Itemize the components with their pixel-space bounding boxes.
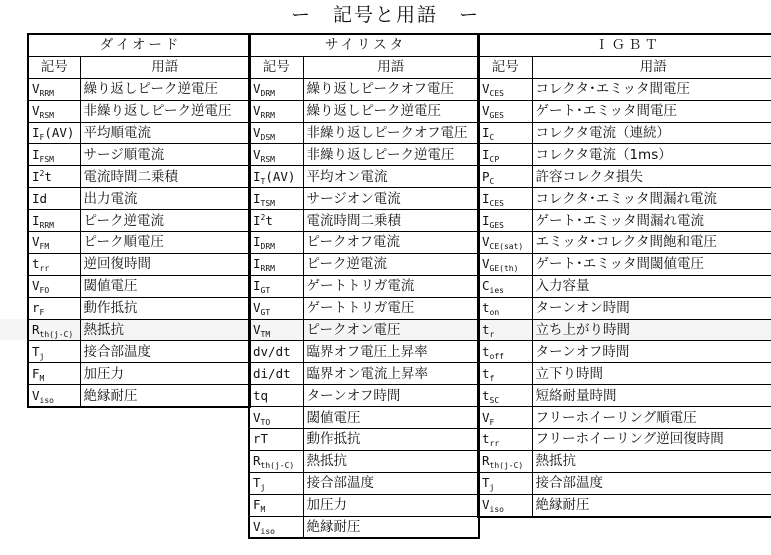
symbol-cell (478, 297, 532, 319)
symbol-base: I (32, 125, 40, 140)
table-row (28, 297, 250, 319)
symbol-subscript: r (489, 330, 495, 340)
table-row (28, 122, 250, 144)
table-row (249, 516, 479, 538)
table-row (249, 78, 479, 100)
symbol-base: V (253, 300, 261, 316)
table-row (249, 494, 479, 516)
table-row (478, 100, 771, 122)
symbol-column-header: 記号 (478, 56, 532, 78)
symbol-subscript: FSM (39, 154, 54, 164)
symbol-base: V (32, 387, 40, 403)
symbol-subscript: T (260, 176, 266, 186)
symbol-cell (249, 166, 303, 188)
symbol-subscript: GT (260, 308, 271, 318)
symbol-column-header: 記号 (249, 56, 303, 78)
symbol-base: T (32, 343, 40, 359)
symbol-base: R (253, 453, 261, 469)
table-row (478, 407, 771, 429)
symbol-cell (28, 166, 80, 188)
symbol-base: V (253, 322, 261, 338)
symbol-base: dv/dt (253, 343, 291, 359)
symbol-subscript: M (39, 373, 45, 383)
symbol-base: V (253, 103, 261, 119)
table-row (478, 144, 771, 166)
term-cell: ターンオフ時間 (303, 385, 479, 407)
term-cell: 繰り返しピーク逆電圧 (80, 78, 250, 100)
table-row (28, 275, 250, 297)
table-row (478, 429, 771, 451)
symbol-subscript: TSM (260, 198, 275, 208)
term-cell: ピーク順電圧 (80, 232, 250, 254)
symbol-cell (249, 429, 303, 451)
symbol-cell (249, 297, 303, 319)
igbt-table (477, 33, 771, 518)
term-cell: ゲート･エミッタ間閾値電圧 (532, 253, 771, 275)
symbol-base: I (32, 168, 40, 184)
table-row (28, 385, 250, 407)
symbol-cell (28, 385, 80, 407)
symbol-base: V (482, 409, 490, 425)
table-row (478, 341, 771, 363)
symbol-cell (478, 363, 532, 385)
symbol-subscript: FO (39, 286, 50, 296)
symbol-base: t (32, 256, 40, 272)
table-row (478, 188, 771, 210)
symbol-base: V (253, 519, 261, 535)
page-title: ー 記号と用語 ー (290, 4, 480, 26)
symbol-cell (478, 341, 532, 363)
symbol-cell (249, 472, 303, 494)
symbol-cell (28, 297, 80, 319)
table-row (28, 210, 250, 232)
term-cell: 絶縁耐圧 (532, 494, 771, 516)
table-row (249, 275, 479, 297)
term-cell: 加圧力 (80, 363, 250, 385)
symbol-cell (28, 275, 80, 297)
symbol-subscript: iso (489, 505, 504, 515)
symbol-base: I (253, 234, 261, 250)
term-cell: 非繰り返しピーク逆電圧 (80, 100, 250, 122)
symbol-base: r (32, 300, 40, 316)
term-cell: 絶縁耐圧 (303, 516, 479, 538)
term-cell: 動作抵抗 (80, 297, 250, 319)
symbol-suffix: (AV) (44, 125, 75, 140)
symbol-subscript: FM (39, 242, 50, 252)
term-cell: ピーク逆電流 (80, 210, 250, 232)
symbol-base: V (32, 81, 40, 97)
symbol-base: V (253, 146, 261, 162)
table-row (478, 78, 771, 100)
diode-category-header: ダイオード (28, 34, 250, 56)
table-row (28, 78, 250, 100)
term-cell: 閾値電圧 (303, 407, 479, 429)
symbol-subscript: j (489, 483, 495, 493)
table-row (478, 166, 771, 188)
symbol-subscript: CES (489, 89, 504, 99)
table-row (478, 232, 771, 254)
term-cell: 電流時間二乗積 (80, 166, 250, 188)
symbol-base: I (253, 212, 261, 228)
symbol-subscript: iso (260, 527, 275, 537)
symbol-subscript: TO (260, 417, 271, 427)
symbol-cell (478, 253, 532, 275)
symbol-cell (249, 385, 303, 407)
table-row (249, 100, 479, 122)
symbol-subscript: CE(sat) (489, 242, 524, 252)
term-cell: エミッタ･コレクタ間飽和電圧 (532, 232, 771, 254)
term-cell: 入力容量 (532, 275, 771, 297)
symbol-cell (249, 78, 303, 100)
table-row (249, 144, 479, 166)
symbol-cell (478, 450, 532, 472)
symbol-cell (249, 363, 303, 385)
table-row (478, 450, 771, 472)
symbol-subscript: on (489, 308, 500, 318)
symbol-base: Id (32, 190, 48, 206)
symbol-cell (249, 232, 303, 254)
symbol-cell (249, 341, 303, 363)
symbol-cell (249, 494, 303, 516)
symbol-base: T (253, 475, 261, 491)
symbol-subscript: RRM (39, 220, 54, 230)
table-row (28, 166, 250, 188)
term-cell: ターンオン時間 (532, 297, 771, 319)
term-cell: 接合部温度 (532, 472, 771, 494)
table-row (478, 253, 771, 275)
table-row (28, 100, 250, 122)
symbol-base: V (482, 256, 490, 272)
term-cell: ピークオフ電流 (303, 232, 479, 254)
symbol-cell (28, 253, 80, 275)
symbol-base: V (253, 125, 261, 140)
symbol-base: I (482, 190, 490, 206)
table-row (249, 232, 479, 254)
symbol-base: I (482, 146, 490, 162)
term-cell: コレクタ･エミッタ間漏れ電流 (532, 188, 771, 210)
table-row (249, 166, 479, 188)
term-cell: ゲートトリガ電流 (303, 275, 479, 297)
symbol-subscript: DRM (260, 242, 275, 252)
table-row (478, 385, 771, 407)
symbol-suffix: t (44, 168, 52, 184)
symbol-subscript: GES (489, 220, 504, 230)
symbol-subscript: j (260, 483, 266, 493)
table-row (249, 363, 479, 385)
symbol-cell (478, 319, 532, 341)
diode-table (27, 33, 251, 408)
symbol-cell (478, 210, 532, 232)
table-row (478, 210, 771, 232)
symbol-base: t (482, 300, 490, 316)
symbol-base: R (32, 322, 40, 338)
term-cell: 平均オン電流 (303, 166, 479, 188)
symbol-base: F (32, 365, 40, 381)
symbol-cell (478, 144, 532, 166)
thyristor-category-header: サイリスタ (249, 34, 479, 56)
term-cell: サージオン電流 (303, 188, 479, 210)
symbol-cell (28, 341, 80, 363)
symbol-cell (249, 450, 303, 472)
symbol-subscript: rr (39, 264, 50, 274)
symbol-cell (478, 275, 532, 297)
symbol-subscript: C (489, 133, 495, 142)
symbol-subscript: rr (489, 439, 500, 449)
table-row (249, 429, 479, 451)
term-cell: 接合部温度 (303, 472, 479, 494)
term-cell: フリーホイーリング逆回復時間 (532, 429, 771, 451)
symbol-cell (28, 210, 80, 232)
term-cell: 立下り時間 (532, 363, 771, 385)
symbol-base: V (482, 81, 490, 97)
table-row (249, 210, 479, 232)
table-row (249, 472, 479, 494)
symbol-base: I (482, 212, 490, 228)
table-row (249, 188, 479, 210)
term-cell: 絶縁耐圧 (80, 385, 250, 407)
symbol-subscript: TM (260, 330, 271, 340)
symbol-subscript: RSM (39, 111, 54, 121)
term-cell: 許容コレクタ損失 (532, 166, 771, 188)
table-row (249, 341, 479, 363)
symbol-subscript: f (489, 373, 495, 383)
symbol-cell (28, 144, 80, 166)
symbol-subscript: RSM (260, 154, 275, 164)
symbol-cell (478, 472, 532, 494)
table-row (249, 385, 479, 407)
term-cell: コレクタ電流（連続） (532, 122, 771, 144)
symbol-base: V (32, 103, 40, 119)
symbol-cell (28, 122, 80, 144)
table-row (28, 253, 250, 275)
symbol-base: R (482, 453, 490, 469)
symbol-base: V (253, 409, 261, 425)
term-cell: 平均順電流 (80, 122, 250, 144)
symbol-subscript: C (489, 176, 495, 186)
symbol-base: V (253, 81, 261, 97)
term-cell: 出力電流 (80, 188, 250, 210)
symbol-base: I (253, 168, 261, 184)
term-cell: ピーク逆電流 (303, 253, 479, 275)
symbol-base: P (482, 168, 490, 184)
term-cell: 短絡耐量時間 (532, 385, 771, 407)
symbol-suffix: (AV) (265, 168, 296, 184)
symbol-suffix: t (265, 212, 273, 228)
symbol-base: t (482, 322, 490, 338)
term-cell: 熱抵抗 (80, 319, 250, 341)
table-row (478, 472, 771, 494)
symbol-base: t (482, 387, 490, 403)
term-cell: フリーホイーリング順電圧 (532, 407, 771, 429)
term-cell: 熱抵抗 (532, 450, 771, 472)
term-cell: コレクタ電流（1ms） (532, 144, 771, 166)
symbol-cell (249, 319, 303, 341)
symbol-cell (28, 188, 80, 210)
symbol-base: I (253, 256, 261, 272)
symbol-cell (249, 210, 303, 232)
table-row (249, 253, 479, 275)
symbol-cell (478, 166, 532, 188)
symbol-superscript: 2 (39, 168, 45, 178)
term-cell: ゲートトリガ電圧 (303, 297, 479, 319)
symbol-subscript: off (489, 351, 504, 361)
symbol-superscript: 2 (260, 212, 266, 222)
symbol-subscript: th(j-C) (260, 461, 295, 471)
term-cell: 繰り返しピークオフ電圧 (303, 78, 479, 100)
term-cell: 非繰り返しピーク逆電圧 (303, 144, 479, 166)
symbol-base: V (32, 278, 40, 294)
symbol-cell (249, 407, 303, 429)
symbol-base: C (482, 278, 490, 294)
igbt-category-header: ＩＧＢＴ (478, 34, 771, 56)
symbol-cell (249, 253, 303, 275)
symbol-base: I (32, 212, 40, 228)
symbol-cell (249, 516, 303, 538)
table-row (28, 188, 250, 210)
table-row (249, 297, 479, 319)
symbol-subscript: th(j-C) (489, 461, 524, 471)
symbol-subscript: j (39, 351, 45, 361)
symbol-subscript: SC (489, 395, 500, 405)
symbol-subscript: DRM (260, 89, 275, 99)
symbol-base: V (482, 103, 490, 119)
symbol-cell (478, 232, 532, 254)
term-column-header: 用語 (80, 56, 250, 78)
symbol-base: T (482, 475, 490, 491)
term-cell: 閾値電圧 (80, 275, 250, 297)
symbol-base: V (482, 497, 490, 513)
table-row (478, 363, 771, 385)
symbol-subscript: th(j-C) (39, 330, 74, 340)
table-row (478, 297, 771, 319)
term-cell: ピークオン電圧 (303, 319, 479, 341)
symbol-column-header: 記号 (28, 56, 80, 78)
symbol-cell (28, 319, 80, 341)
table-row (249, 122, 479, 144)
symbol-cell (478, 407, 532, 429)
symbol-cell (478, 100, 532, 122)
term-cell: 接合部温度 (80, 341, 250, 363)
symbol-subscript: RRM (260, 111, 275, 121)
term-cell: 電流時間二乗積 (303, 210, 479, 232)
symbol-subscript: DSM (260, 133, 275, 142)
symbol-subscript: F (39, 308, 45, 318)
symbol-subscript: RRM (39, 89, 54, 99)
symbol-cell (249, 100, 303, 122)
symbol-subscript: GE(th) (489, 264, 519, 274)
symbol-base: I (253, 190, 261, 206)
table-row (249, 407, 479, 429)
symbol-base: rT (253, 431, 269, 447)
symbol-cell (478, 188, 532, 210)
symbol-cell (28, 363, 80, 385)
term-cell: 立ち上がり時間 (532, 319, 771, 341)
table-row (28, 319, 250, 341)
symbol-subscript: F (39, 133, 45, 142)
table-row (28, 363, 250, 385)
symbol-subscript: CP (489, 154, 500, 164)
table-row (478, 275, 771, 297)
symbol-subscript: GES (489, 111, 504, 121)
symbol-subscript: RRM (260, 264, 275, 274)
symbol-subscript: F (489, 417, 495, 427)
table-row (249, 319, 479, 341)
symbol-cell (478, 78, 532, 100)
term-cell: サージ順電流 (80, 144, 250, 166)
symbol-cell (478, 494, 532, 516)
symbol-cell (249, 122, 303, 144)
symbol-base: t (482, 431, 490, 447)
table-row (28, 232, 250, 254)
symbol-base: V (482, 234, 490, 250)
symbol-cell (478, 122, 532, 144)
table-row (478, 122, 771, 144)
symbol-base: tq (253, 387, 269, 403)
symbol-base: di/dt (253, 365, 291, 381)
term-column-header: 用語 (532, 56, 771, 78)
term-cell: 動作抵抗 (303, 429, 479, 451)
term-cell: 臨界オフ電圧上昇率 (303, 341, 479, 363)
symbol-cell (249, 275, 303, 297)
symbol-subscript: CES (489, 198, 504, 208)
table-row (478, 319, 771, 341)
term-cell: 繰り返しピーク逆電圧 (303, 100, 479, 122)
symbol-cell (249, 188, 303, 210)
symbol-base: I (32, 146, 40, 162)
table-row (28, 341, 250, 363)
term-cell: 臨界オン電流上昇率 (303, 363, 479, 385)
term-cell: 逆回復時間 (80, 253, 250, 275)
term-column-header: 用語 (303, 56, 479, 78)
symbol-base: I (482, 125, 490, 140)
term-cell: 加圧力 (303, 494, 479, 516)
thyristor-table (248, 33, 480, 539)
term-cell: ゲート･エミッタ間電圧 (532, 100, 771, 122)
symbol-subscript: iso (39, 395, 54, 405)
symbol-cell (478, 385, 532, 407)
symbol-base: F (253, 497, 261, 513)
symbol-base: t (482, 343, 490, 359)
symbol-cell (249, 144, 303, 166)
term-cell: コレクタ･エミッタ間電圧 (532, 78, 771, 100)
term-cell: 非繰り返しピークオフ電圧 (303, 122, 479, 144)
table-row (249, 450, 479, 472)
symbol-cell (28, 78, 80, 100)
symbol-cell (28, 232, 80, 254)
symbol-cell (28, 100, 80, 122)
symbol-base: I (253, 278, 261, 294)
term-cell: ターンオフ時間 (532, 341, 771, 363)
symbol-base: V (32, 234, 40, 250)
symbol-subscript: M (260, 505, 266, 515)
term-cell: 熱抵抗 (303, 450, 479, 472)
symbol-base: t (482, 365, 490, 381)
table-row (478, 494, 771, 516)
symbol-cell (478, 429, 532, 451)
symbol-subscript: ies (489, 286, 504, 296)
table-row (28, 144, 250, 166)
term-cell: ゲート･エミッタ間漏れ電流 (532, 210, 771, 232)
symbol-subscript: GT (260, 286, 271, 296)
